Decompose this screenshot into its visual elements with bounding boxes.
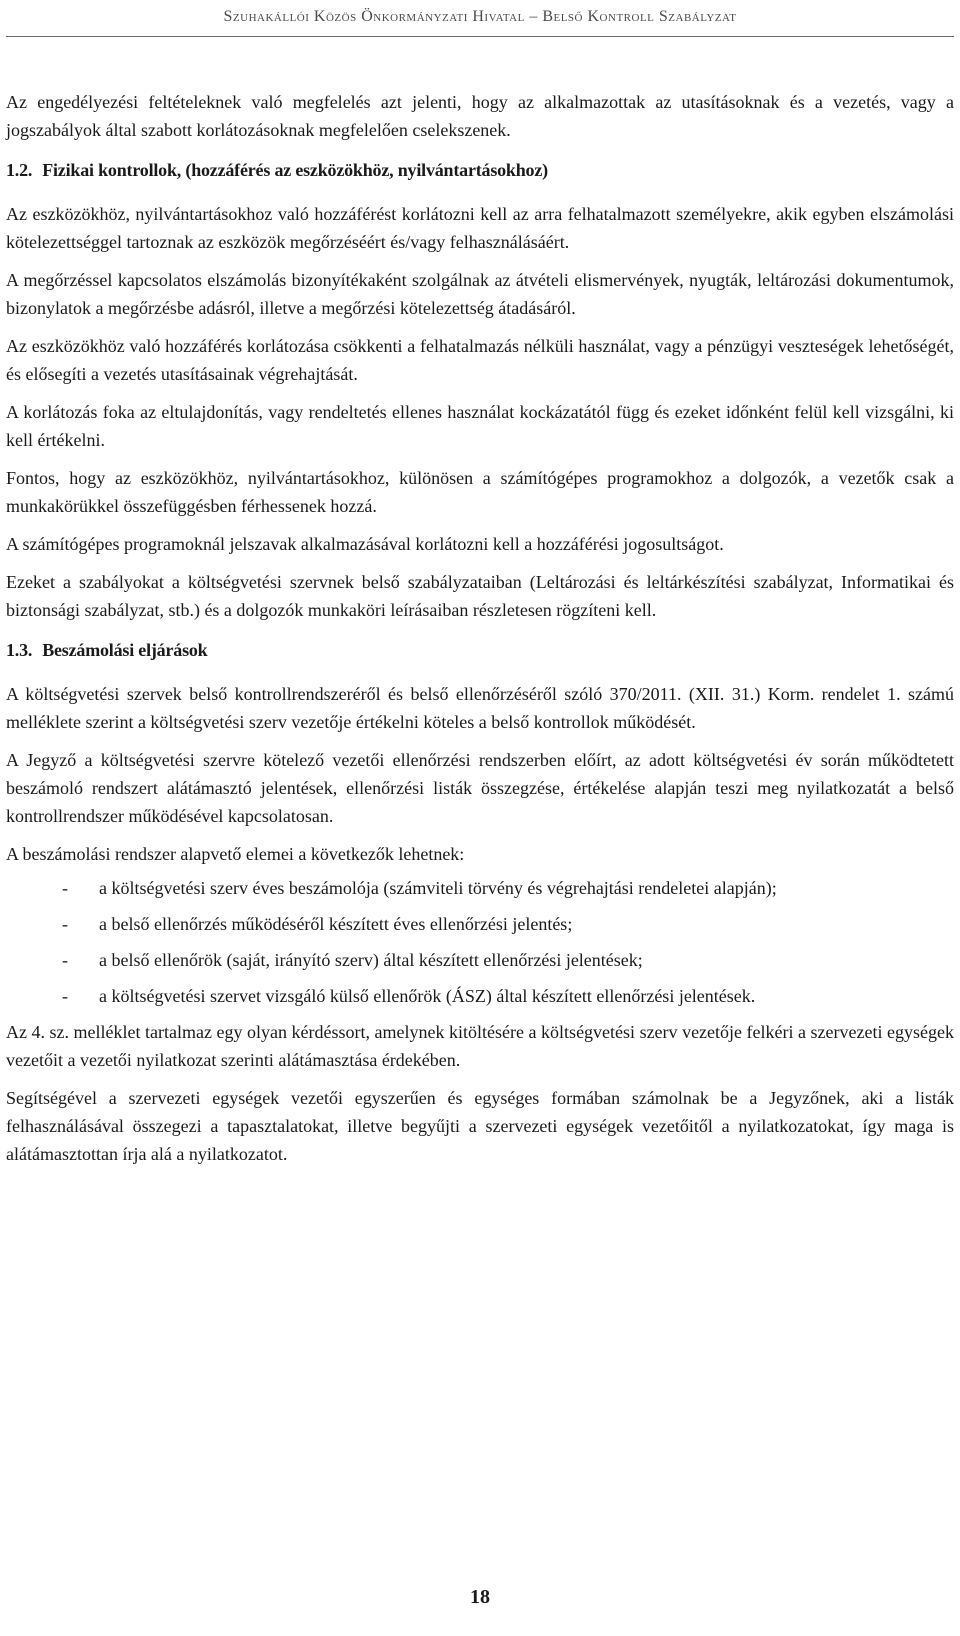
paragraph: Fontos, hogy az eszközökhöz, nyilvántartásokhoz, különösen a számítógépes programokhoz a dolgozók, a vezetők csak a munkakörükkel összefüggésben férhessenek hozzá. <box>6 468 954 516</box>
section-title: Fizikai kontrollok, (hozzáférés az eszközökhöz, nyilvántartásokhoz) <box>42 160 548 180</box>
section-number: 1.2. <box>6 160 33 180</box>
document-body <box>6 88 954 1178</box>
list-item: - a belső ellenőrzés működéséről készített éves ellenőrzési jelentés; <box>6 910 954 938</box>
paragraph: Az 4. sz. melléklet tartalmaz egy olyan kérdéssort, amelynek kitöltésére a költségvetési szerv vezetője felkéri a szervezeti egységek vezetőit a vezetői nyilatkozat szerinti alátámasztása érdekében. <box>6 1022 954 1070</box>
paragraph: Segítségével a szervezeti egységek vezetői egyszerűen és egységes formában számolnak be a Jegyzőnek, aki a listák felhasználásával összegezi a tapasztalatokat, illetve begyűjti a szervezeti egységek vezetőitől a nyilatkozatokat, így maga is alátámasztottan írja alá a nyilatkozatot. <box>6 1088 954 1164</box>
paragraph: Az eszközökhöz, nyilvántartásokhoz való hozzáférést korlátozni kell az arra felhatalmazott személyekre, akik egyben elszámolási kötelezettséggel tartoznak az eszközök megőrzéséért és/vagy felhasználásáért. <box>6 204 954 252</box>
paragraph: Ezeket a szabályokat a költségvetési szervnek belső szabályzataiban (Leltározási és leltárkészítési szabályzat, Informatikai és biztonsági szabályzat, stb.) és a dolgozók munkaköri leírásaiban részletesen rögzíteni kell. <box>6 572 954 620</box>
paragraph: Az eszközökhöz való hozzáférés korlátozása csökkenti a felhatalmazás nélküli használat, vagy a pénzügyi veszteségek lehetőségét, és elősegíti a vezetés utasításainak végrehajtását. <box>6 336 954 384</box>
paragraph: A költségvetési szervek belső kontrollrendszeréről és belső ellenőrzéséről szóló 370/2011. (XII. 31.) Korm. rendelet 1. számú melléklete szerint a költségvetési szerv vezetője értékelni köteles a belső kontrollok működését. <box>6 684 954 732</box>
list-item: - a költségvetési szervet vizsgáló külső ellenőrök (ÁSZ) által készített ellenőrzési jelentések. <box>6 982 954 1010</box>
running-header: Szuhakállói Közös Önkormányzati Hivatal – Belső Kontroll Szabályzat <box>223 8 737 25</box>
list-item: - a belső ellenőrök (saját, irányító szerv) által készített ellenőrzési jelentések; <box>6 946 954 974</box>
section-heading-1-2 <box>6 156 954 184</box>
section-number: 1.3. <box>6 640 33 660</box>
list-item: - a költségvetési szerv éves beszámolója (számviteli törvény és végrehajtási rendeletei alapján); <box>6 874 954 902</box>
section-heading-1-3 <box>6 636 954 664</box>
paragraph: A beszámolási rendszer alapvető elemei a következők lehetnek: <box>6 844 465 864</box>
paragraph: Az engedélyezési feltételeknek való megfelelés azt jelenti, hogy az alkalmazottak az utasításoknak és a vezetés, vagy a jogszabályok által szabott korlátozásoknak megfelelően cselekszenek. <box>6 92 954 140</box>
reporting-elements-list <box>6 874 954 1010</box>
section-title: Beszámolási eljárások <box>42 640 208 660</box>
paragraph: A Jegyző a költségvetési szervre kötelező vezetői ellenőrzési rendszerben előírt, az adott költségvetési év során működtetett beszámoló rendszert alátámasztó jelentések, ellenőrzési listák összegzése, értékelése alapján teszi meg nyilatkozatát a belső kontrollrendszer működésével kapcsolatosan. <box>6 750 954 826</box>
header-divider <box>6 36 954 37</box>
page-number: 18 <box>470 1586 490 1608</box>
paragraph: A korlátozás foka az eltulajdonítás, vagy rendeltetés ellenes használat kockázatától függ és ezeket időnként felül kell vizsgálni, ki kell értékelni. <box>6 402 954 450</box>
paragraph: A számítógépes programoknál jelszavak alkalmazásával korlátozni kell a hozzáférési jogosultságot. <box>6 534 724 554</box>
paragraph: A megőrzéssel kapcsolatos elszámolás bizonyítékaként szolgálnak az átvételi elismervények, nyugták, leltározási dokumentumok, bizonylatok a megőrzésbe adásról, illetve a megőrzési kötelezettség átadásáról. <box>6 270 954 318</box>
